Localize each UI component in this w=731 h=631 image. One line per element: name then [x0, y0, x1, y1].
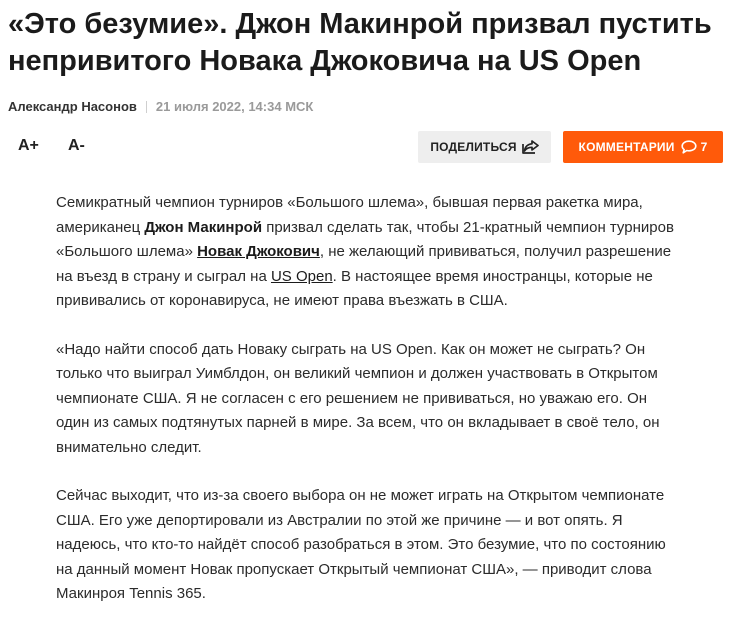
share-button[interactable] — [418, 131, 551, 163]
paragraph-text: призвал сделать так, чтобы 21-кратный чемпион турниров «Большого шлема» — [56, 218, 674, 260]
speech-bubble-icon — [681, 140, 697, 154]
share-arrow-icon — [522, 140, 539, 154]
comments-count: 7 — [700, 140, 708, 154]
font-decrease-button[interactable]: A- — [68, 137, 85, 154]
byline-divider — [146, 101, 147, 113]
person-name-bold: Джон Макинрой — [144, 218, 263, 236]
comments-button[interactable] — [563, 131, 723, 163]
tournament-link[interactable]: US Open — [270, 267, 333, 285]
paragraph-text: Семикратный чемпион турниров «Большого шлема», бывшая первая ракетка мира, американец — [56, 194, 643, 236]
font-increase-button[interactable]: A+ — [18, 137, 39, 154]
person-link[interactable]: Новак Джокович — [197, 243, 320, 260]
article-paragraph: «Надо найти способ дать Новаку сыграть на US Open. Как он может не сыграть? Он только что выиграл Уимблдон, он великий чемпион и должен участвовать в Открытом чемпионате США. Я не согласен с его решением не прививаться, но уважаю его. Он один из самых подтянутых парней в мире. За всем, что он вкладывает в своё тело, он внимательно следит. — [56, 340, 660, 456]
article-paragraph: Сейчас выходит, что из-за своего выбора он не может играть на Открытом чемпионате США. Его уже депортировали из Австралии по этой же причине — и вот опять. Я надеюсь, что кто-то найдёт способ разобраться в этом. Это безумие, что по состоянию на данный момент Новак пропускает Открытый чемпионат США», — приводит слова Макинроя Tennis 365. — [56, 487, 666, 602]
article-body — [56, 191, 676, 631]
paragraph-text: , не желающий прививаться, получил разрешение на въезд в страну и сыграл на — [56, 243, 672, 285]
byline — [8, 99, 313, 114]
author-name[interactable]: Александр Насонов — [8, 99, 137, 114]
article-paragraph — [56, 191, 676, 314]
article-title: «Это безумие». Джон Макинрой призвал пустить непривитого Новака Джоковича на US Open — [8, 8, 712, 77]
publish-date: 21 июля 2022, 14:34 МСК — [155, 99, 314, 114]
share-button-label: ПОДЕЛИТЬСЯ — [430, 140, 517, 154]
paragraph-text: . В настоящее время иностранцы, которые не прививались от коронавируса, не имеют права въезжать в США. — [56, 267, 653, 309]
comments-button-label: КОММЕНТАРИИ — [578, 140, 675, 154]
